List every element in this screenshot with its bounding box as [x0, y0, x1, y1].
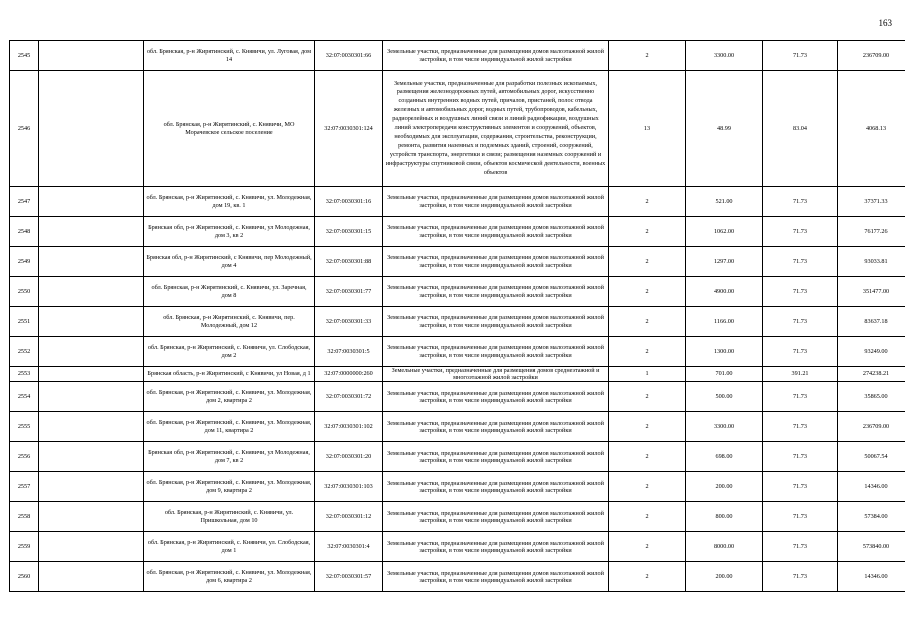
specific-value-cell: 83.04	[763, 71, 838, 187]
blank-cell	[39, 472, 144, 502]
permitted-use-cell: Земельные участки, предназначенные для размещения домов малоэтажной жилой застройки, в том числе индивидуальной жилой застройки	[383, 307, 609, 337]
table-row	[10, 41, 905, 71]
permitted-use-cell: Земельные участки, предназначенные для размещения домов малоэтажной жилой застройки, в том числе индивидуальной жилой застройки	[383, 562, 609, 592]
table-row	[10, 187, 905, 217]
permitted-use-cell: Земельные участки, предназначенные для размещения домов малоэтажной жилой застройки, в том числе индивидуальной жилой застройки	[383, 41, 609, 71]
area-cell: 200.00	[686, 562, 763, 592]
cadastral-number-cell: 32:07:0030301:16	[315, 187, 383, 217]
table-row	[10, 382, 905, 412]
cadastral-value-cell: 4068.13	[838, 71, 905, 187]
cadastral-number-cell: 32:07:0000000:260	[315, 367, 383, 382]
table-row	[10, 442, 905, 472]
permitted-use-cell: Земельные участки, предназначенные для размещения домов малоэтажной жилой застройки, в том числе индивидуальной жилой застройки	[383, 247, 609, 277]
cadastral-value-cell: 35865.00	[838, 382, 905, 412]
cadastral-number-cell: 32:07:0030301:77	[315, 277, 383, 307]
row-number-cell: 2550	[10, 277, 39, 307]
permitted-use-cell: Земельные участки, предназначенные для размещения домов малоэтажной жилой застройки, в том числе индивидуальной жилой застройки	[383, 187, 609, 217]
cadastral-value-cell: 83637.18	[838, 307, 905, 337]
specific-value-cell: 71.73	[763, 442, 838, 472]
table-row	[10, 247, 905, 277]
row-number-cell: 2558	[10, 502, 39, 532]
area-cell: 200.00	[686, 472, 763, 502]
row-number-cell: 2547	[10, 187, 39, 217]
row-number-cell: 2559	[10, 532, 39, 562]
address-cell: обл. Брянская, р-н Жирятинский, с. Княвичи, ул. Молодежная, дом 9, квартира 2	[144, 472, 315, 502]
cadastral-value-cell: 14346.00	[838, 472, 905, 502]
use-group-cell: 2	[609, 247, 686, 277]
cadastral-number-cell: 32:07:0030301:66	[315, 41, 383, 71]
use-group-cell: 2	[609, 337, 686, 367]
specific-value-cell: 71.73	[763, 41, 838, 71]
specific-value-cell: 71.73	[763, 307, 838, 337]
blank-cell	[39, 382, 144, 412]
cadastral-value-cell: 236709.00	[838, 41, 905, 71]
use-group-cell: 2	[609, 532, 686, 562]
address-cell: обл. Брянская, р-н Жирятинский, с. Княвичи, ул. Слободская, дом 1	[144, 532, 315, 562]
use-group-cell: 2	[609, 562, 686, 592]
use-group-cell: 2	[609, 382, 686, 412]
permitted-use-cell: Земельные участки, предназначенные для размещения домов малоэтажной жилой застройки, в том числе индивидуальной жилой застройки	[383, 472, 609, 502]
cadastral-value-cell: 93033.81	[838, 247, 905, 277]
cadastral-number-cell: 32:07:0030301:4	[315, 532, 383, 562]
cadastral-number-cell: 32:07:0030301:102	[315, 412, 383, 442]
specific-value-cell: 71.73	[763, 472, 838, 502]
blank-cell	[39, 412, 144, 442]
address-cell: обл. Брянская, р-н Жирятинский, с. Княвичи, ул. Молодежная, дом 19, кв. 1	[144, 187, 315, 217]
table-row	[10, 277, 905, 307]
specific-value-cell: 71.73	[763, 247, 838, 277]
address-cell: Брянская обл, р-н Жирятинский, с. Княвичи, ул Молодежная, дом 3, кв 2	[144, 217, 315, 247]
blank-cell	[39, 442, 144, 472]
specific-value-cell: 71.73	[763, 532, 838, 562]
table-row	[10, 367, 905, 382]
area-cell: 48.99	[686, 71, 763, 187]
table-row	[10, 307, 905, 337]
area-cell: 8000.00	[686, 532, 763, 562]
permitted-use-cell: Земельные участки, предназначенные для размещения домов малоэтажной жилой застройки, в том числе индивидуальной жилой застройки	[383, 217, 609, 247]
area-cell: 698.00	[686, 442, 763, 472]
cadastral-number-cell: 32:07:0030301:5	[315, 337, 383, 367]
row-number-cell: 2554	[10, 382, 39, 412]
use-group-cell: 2	[609, 502, 686, 532]
cadastral-value-cell: 14346.00	[838, 562, 905, 592]
cadastral-number-cell: 32:07:0030301:72	[315, 382, 383, 412]
address-cell: Брянская обл, р-н Жирятинский, с. Княвичи, ул Молодежная, дом 7, кв 2	[144, 442, 315, 472]
cadastral-value-cell: 57384.00	[838, 502, 905, 532]
table-row	[10, 532, 905, 562]
row-number-cell: 2556	[10, 442, 39, 472]
cadastral-value-cell: 76177.26	[838, 217, 905, 247]
blank-cell	[39, 367, 144, 382]
permitted-use-cell: Земельные участки, предназначенные для размещения домов среднеэтажной и многоэтажной жилой застройки	[383, 367, 609, 382]
permitted-use-cell: Земельные участки, предназначенные для размещения домов малоэтажной жилой застройки, в том числе индивидуальной жилой застройки	[383, 382, 609, 412]
row-number-cell: 2560	[10, 562, 39, 592]
table-row	[10, 71, 905, 187]
use-group-cell: 2	[609, 307, 686, 337]
row-number-cell: 2553	[10, 367, 39, 382]
area-cell: 1300.00	[686, 337, 763, 367]
blank-cell	[39, 217, 144, 247]
specific-value-cell: 71.73	[763, 217, 838, 247]
table-body	[10, 41, 905, 592]
use-group-cell: 2	[609, 412, 686, 442]
blank-cell	[39, 532, 144, 562]
area-cell: 1166.00	[686, 307, 763, 337]
permitted-use-cell: Земельные участки, предназначенные для размещения домов малоэтажной жилой застройки, в том числе индивидуальной жилой застройки	[383, 502, 609, 532]
address-cell: обл. Брянская, р-н Жирятинский, с. Княвичи, ул. Заречная, дом 8	[144, 277, 315, 307]
row-number-cell: 2555	[10, 412, 39, 442]
area-cell: 701.00	[686, 367, 763, 382]
address-cell: обл. Брянская, р-н Жирятинский, с. Княвичи, ул. Молодежная, дом 2, квартира 2	[144, 382, 315, 412]
area-cell: 3300.00	[686, 41, 763, 71]
row-number-cell: 2552	[10, 337, 39, 367]
blank-cell	[39, 307, 144, 337]
cadastral-value-table	[9, 40, 905, 592]
cadastral-number-cell: 32:07:0030301:15	[315, 217, 383, 247]
row-number-cell: 2546	[10, 71, 39, 187]
specific-value-cell: 71.73	[763, 337, 838, 367]
permitted-use-cell: Земельные участки, предназначенные для размещения домов малоэтажной жилой застройки, в том числе индивидуальной жилой застройки	[383, 412, 609, 442]
permitted-use-cell: Земельные участки, предназначенные для размещения домов малоэтажной жилой застройки, в том числе индивидуальной жилой застройки	[383, 277, 609, 307]
table-row	[10, 412, 905, 442]
cadastral-value-cell: 37371.33	[838, 187, 905, 217]
cadastral-value-cell: 573840.00	[838, 532, 905, 562]
table-row	[10, 472, 905, 502]
blank-cell	[39, 41, 144, 71]
area-cell: 1062.00	[686, 217, 763, 247]
address-cell: Брянская обл, р-н Жирятинский, с Княвичи, пер Молодежный, дом 4	[144, 247, 315, 277]
permitted-use-cell: Земельные участки, предназначенные для размещения домов малоэтажной жилой застройки, в том числе индивидуальной жилой застройки	[383, 337, 609, 367]
area-cell: 3300.00	[686, 412, 763, 442]
address-cell: обл. Брянская, р-н Жирятинский, с. Княвичи, ул. Пришкольная, дом 10	[144, 502, 315, 532]
blank-cell	[39, 71, 144, 187]
use-group-cell: 2	[609, 442, 686, 472]
area-cell: 4900.00	[686, 277, 763, 307]
specific-value-cell: 391.21	[763, 367, 838, 382]
cadastral-value-cell: 50067.54	[838, 442, 905, 472]
specific-value-cell: 71.73	[763, 187, 838, 217]
cadastral-value-cell: 274238.21	[838, 367, 905, 382]
specific-value-cell: 71.73	[763, 277, 838, 307]
address-cell: обл. Брянская, р-н Жирятинский, с. Княвичи, ул. Слободская, дом 2	[144, 337, 315, 367]
address-cell: обл. Брянская, р-н Жирятинский, с. Княвичи, МО Морачевское сельское поселение	[144, 71, 315, 187]
cadastral-number-cell: 32:07:0030301:124	[315, 71, 383, 187]
table-row	[10, 337, 905, 367]
use-group-cell: 1	[609, 367, 686, 382]
permitted-use-cell: Земельные участки, предназначенные для размещения домов малоэтажной жилой застройки, в том числе индивидуальной жилой застройки	[383, 442, 609, 472]
specific-value-cell: 71.73	[763, 562, 838, 592]
address-cell: Брянская область, р-н Жирятинский, с Княвичи, ул Новая, д 1	[144, 367, 315, 382]
use-group-cell: 2	[609, 277, 686, 307]
blank-cell	[39, 247, 144, 277]
table-row	[10, 217, 905, 247]
area-cell: 1297.00	[686, 247, 763, 277]
table-row	[10, 562, 905, 592]
address-cell: обл. Брянская, р-н Жирятинский, с. Княвичи, ул. Молодежная, дом 11, квартира 2	[144, 412, 315, 442]
cadastral-value-cell: 93249.00	[838, 337, 905, 367]
cadastral-number-cell: 32:07:0030301:103	[315, 472, 383, 502]
specific-value-cell: 71.73	[763, 382, 838, 412]
use-group-cell: 2	[609, 187, 686, 217]
area-cell: 800.00	[686, 502, 763, 532]
row-number-cell: 2557	[10, 472, 39, 502]
table-row	[10, 502, 905, 532]
cadastral-number-cell: 32:07:0030301:20	[315, 442, 383, 472]
cadastral-value-cell: 351477.00	[838, 277, 905, 307]
row-number-cell: 2549	[10, 247, 39, 277]
area-cell: 500.00	[686, 382, 763, 412]
permitted-use-cell: Земельные участки, предназначенные для размещения домов малоэтажной жилой застройки, в том числе индивидуальной жилой застройки	[383, 532, 609, 562]
address-cell: обл. Брянская, р-н Жирятинский, с. Княвичи, пер. Молодежный, дом 12	[144, 307, 315, 337]
blank-cell	[39, 187, 144, 217]
row-number-cell: 2545	[10, 41, 39, 71]
cadastral-number-cell: 32:07:0030301:88	[315, 247, 383, 277]
blank-cell	[39, 562, 144, 592]
row-number-cell: 2551	[10, 307, 39, 337]
specific-value-cell: 71.73	[763, 502, 838, 532]
use-group-cell: 13	[609, 71, 686, 187]
area-cell: 521.00	[686, 187, 763, 217]
address-cell: обл. Брянская, р-н Жирятинский, с. Княвичи, ул. Луговая, дом 14	[144, 41, 315, 71]
blank-cell	[39, 502, 144, 532]
permitted-use-cell: Земельные участки, предназначенные для разработки полезных ископаемых, размещения железнодорожных путей, автомобильных дорог, искусственно созданных внутренних водных путей, причалов, пристаней, полос отвода железных и автомобильных дорог, водных путей, трубопроводов, кабельных, радиорелейных и воздушных линий связи и линий радиофикации, воздушных линий электропередачи конструктивных элементов и сооружений, объектов, необходимых для эксплуатации, содержания, строительства, реконструкции, ремонта, развития наземных и подземных зданий, строений, сооружений, устройств транспорта, энергетики и связи; размещения наземных сооружений и инфраструктуры спутниковой связи, объектов космической деятельности, военных объектов	[383, 71, 609, 187]
row-number-cell: 2548	[10, 217, 39, 247]
cadastral-number-cell: 32:07:0030301:12	[315, 502, 383, 532]
use-group-cell: 2	[609, 41, 686, 71]
blank-cell	[39, 277, 144, 307]
use-group-cell: 2	[609, 217, 686, 247]
cadastral-number-cell: 32:07:0030301:57	[315, 562, 383, 592]
cadastral-number-cell: 32:07:0030301:33	[315, 307, 383, 337]
specific-value-cell: 71.73	[763, 412, 838, 442]
use-group-cell: 2	[609, 472, 686, 502]
page-number: 163	[878, 18, 892, 28]
cadastral-value-cell: 236709.00	[838, 412, 905, 442]
blank-cell	[39, 337, 144, 367]
address-cell: обл. Брянская, р-н Жирятинский, с. Княвичи, ул. Молодежная, дом 6, квартира 2	[144, 562, 315, 592]
